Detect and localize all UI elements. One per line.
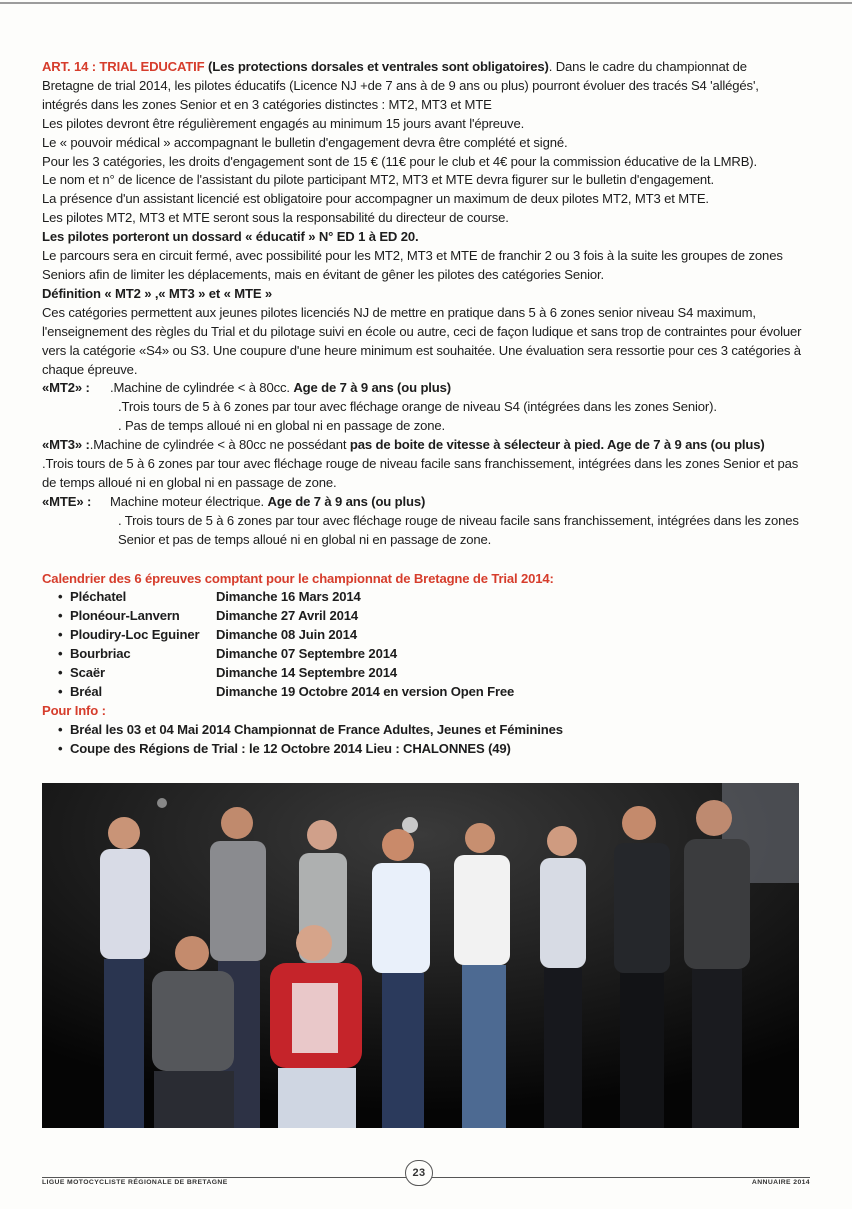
calendar-item [42,645,802,664]
article-intro [42,58,802,115]
calendar-item [42,588,802,607]
event-date: Dimanche 16 Mars 2014 [216,589,361,605]
mte-label: «MTE» : [42,493,92,509]
event-date: Dimanche 08 Juin 2014 [216,627,357,643]
mte-age: Age de 7 à 9 ans (ou plus) [267,493,426,509]
rule-line: Le nom et n° de licence de l'assistant du pilote participant MT2, MT3 et MTE devra figurer sur le bulletin d'engagement. [42,172,715,188]
rule-line: Les pilotes devront être régulièrement engagés au minimum 15 jours avant l'épreuve. [42,115,525,131]
mt2-machine: .Machine de cylindrée < à 80cc. [110,380,294,396]
rule-line: Le « pouvoir médical » accompagnant le bulletin d'engagement devra être complété et signé. [42,134,568,150]
event-place: Bréal [70,684,103,699]
rule-line: La présence d'un assistant licencié est obligatoire pour accompagner un maximum de deux pilotes MT2, MT3 et MTE. [42,191,709,207]
mt2-line2: .Trois tours de 5 à 6 zones par tour avec fléchage orange de niveau S4 (intégrées dans les zones Senior). [118,399,717,415]
event-place: Bourbriac [70,646,131,662]
mt3-label: «MT3» : [42,437,90,453]
group-photo-illustration [42,783,799,1128]
footer-league: LIGUE MOTOCYCLISTE RÉGIONALE DE BRETAGNE [42,1179,228,1186]
footer-annuaire: ANNUAIRE 2014 [751,1179,810,1186]
calendar-item [42,607,802,626]
article-heading: ART. 14 : TRIAL EDUCATIF [42,59,205,74]
calendar-item [42,683,802,702]
mte-machine: Machine moteur électrique. [110,493,268,509]
group-photo [42,783,799,1128]
event-place: Pléchatel [70,589,127,605]
calendar-item [42,626,802,645]
heading-note: (Les protections dorsales et ventrales sont obligatoires) [208,59,549,74]
event-date: Dimanche 19 Octobre 2014 en version Open Free [216,684,515,699]
parcours-text: Le parcours sera en circuit fermé, avec possibilité pour les MT2, MT3 et MTE de franchir 2 ou 3 fois à la suite les groupes de zones Seniors afin de limiter les déplacements, mais en évitant de gêner les pilotes des catégories Senior. [42,248,783,282]
definition-text: Ces catégories permettent aux jeunes pilotes licenciés NJ de mettre en pratique dans 5 à 6 zones senior niveau S4 maximum, l'enseignement des règles du Trial et du pilotage suivi en école ou autre, ceci de façon ludique et sans trop de contraintes pour évoluer vers la catégorie «S4» ou S3. Une coupure d'une heure minimum est souhaitée. Une évaluation sera ressortie pour ces 3 catégories à chaque épreuve. [42,304,802,377]
article-content [42,58,802,759]
page-number: 23 [405,1160,433,1186]
info-title: Pour Info : [42,702,106,718]
event-date: Dimanche 27 Avril 2014 [216,608,359,624]
page-footer [42,1168,810,1188]
mte-line2: . Trois tours de 5 à 6 zones par tour avec fléchage rouge de niveau facile sans franchissement, intégrées dans les zones Senior et pas de temps alloué ni en global ni en passage de zone. [118,512,799,547]
definition-title: Définition « MT2 » ,« MT3 » et « MTE » [42,285,273,301]
event-date: Dimanche 14 Septembre 2014 [216,665,397,681]
info-list [42,721,802,759]
mt3-machine: .Machine de cylindrée < à 80cc ne possédant [89,437,350,453]
mt3-bold: pas de boite de vitesse à sélecteur à pied. Age de 7 à 9 ans (ou plus) [349,437,765,453]
mt2-row [42,379,802,398]
mte-row [42,493,802,512]
event-place: Scaër [70,665,105,681]
calendar-title: Calendrier des 6 épreuves comptant pour le championnat de Bretagne de Trial 2014: [42,570,554,586]
mt2-age: Age de 7 à 9 ans (ou plus) [293,380,451,396]
event-place: Ploudiry-Loc Eguiner [70,627,200,643]
mt3-row [42,436,802,455]
dossard-rule: Les pilotes porteront un dossard « éducatif » N° ED 1 à ED 20. [42,229,419,245]
event-date: Dimanche 07 Septembre 2014 [216,646,397,662]
info-item: • Bréal les 03 et 04 Mai 2014 Championnat de France Adultes, Jeunes et Féminines [42,721,802,740]
calendar-item [42,664,802,683]
rule-line: Pour les 3 catégories, les droits d'engagement sont de 15 € (11€ pour le club et 4€ pour la commission éducative de la LMRB). [42,153,757,169]
mt2-label: «MT2» : [42,380,90,396]
info-item: • Coupe des Régions de Trial : le 12 Octobre 2014 Lieu : CHALONNES (49) [42,740,802,759]
top-rule [0,2,852,4]
mt2-line3: . Pas de temps alloué ni en global ni en passage de zone. [118,418,446,434]
rule-line: Les pilotes MT2, MT3 et MTE seront sous la responsabilité du directeur de course. [42,210,509,226]
intro-text: . Dans le cadre du championnat de Bretagne de trial 2014, les pilotes éducatifs (Licence NJ +de 7 ans à de 9 ans ou plus) pourront évoluer des tracés S4 'allégés', intégrés dans les zones Senior et en 3 catégories distinctes : MT2, MT3 et MTE [42,59,759,112]
calendar-list [42,588,802,701]
event-place: Plonéour-Lanvern [70,608,180,624]
mt3-line2: .Trois tours de 5 à 6 zones par tour avec fléchage rouge de niveau facile sans franchissement, intégrées dans les zones Senior et pas de temps alloué ni en global ni en passage de zone. [42,456,799,490]
